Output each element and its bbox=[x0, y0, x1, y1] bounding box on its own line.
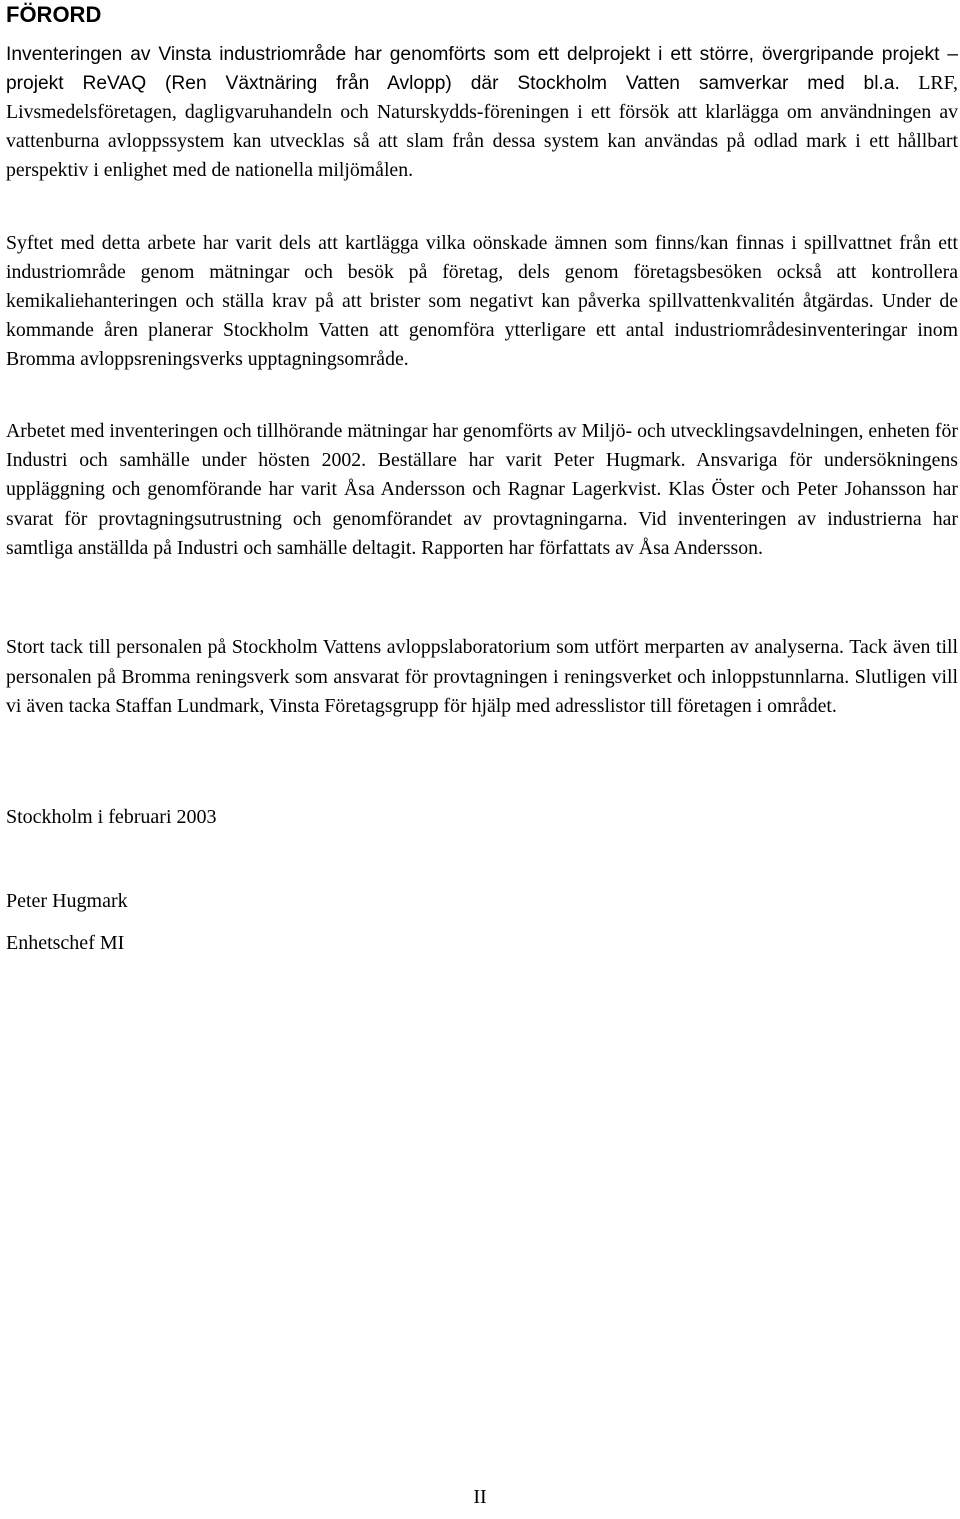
paragraph-purpose: Syftet med detta arbete har varit dels att kartlägga vilka oönskade ämnen som finns/kan finnas i spillvattnet från ett industriområde genom mätningar och besök på företag, dels genom företagsbesöken också att kontrollera kemikaliehanteringen och ställa krav på att brister som negativt kan påverka spillvattenkvalitén åtgärdas. Under de kommande åren planerar Stockholm Vatten att genomföra ytterligare ett antal industriområdesinventeringar inom Bromma avloppsreningsverks upptagningsområde. bbox=[6, 232, 958, 370]
paragraph-intro-sans-part: Inventeringen av Vinsta industriområde har genomförts som ett delprojekt i ett större, övergripande projekt – projekt ReVAQ (Ren Växtnäring från Avlopp) där Stockholm Vatten samverkar med bl.a. bbox=[6, 44, 958, 94]
page-title: FÖRORD bbox=[6, 2, 102, 27]
signer-name: Peter Hugmark bbox=[6, 890, 128, 912]
paragraph-intro-serif-part: LRF, Livsmedelsföretagen, dagligvaruhandeln och Naturskydds-föreningen i ett försök att klarlägga om användningen av vattenburna avloppssystem kan utvecklas så att slam från dessa system kan användas på odlad mark i ett hållbart perspektiv i enlighet med de nationella miljömålen. bbox=[6, 72, 958, 181]
closing-place-date: Stockholm i februari 2003 bbox=[6, 806, 217, 828]
page-number: II bbox=[473, 1486, 487, 1508]
paragraph-thanks: Stort tack till personalen på Stockholm Vattens avloppslaboratorium som utfört merparten av analyserna. Tack även till personalen på Bromma reningsverk som ansvarat för provtagningen i reningsverket och inloppstunnlarna. Slutligen vill vi även tacka Staffan Lundmark, Vinsta Företagsgrupp för hjälp med adresslistor till företagen i området. bbox=[6, 636, 958, 717]
signer-title: Enhetschef MI bbox=[6, 932, 125, 954]
paragraph-intro bbox=[6, 40, 958, 185]
paragraph-credits: Arbetet med inventeringen och tillhörande mätningar har genomförts av Miljö- och utvecklingsavdelningen, enheten för Industri och samhälle under hösten 2002. Beställare har varit Peter Hugmark. Ansvariga för undersökningens uppläggning och genomförande har varit Åsa Andersson och Ragnar Lagerkvist. Klas Öster och Peter Johansson har svarat för provtagningsutrustning och genomförandet av provtagningarna. Vid inventeringen av industrierna har samtliga anställda på Industri och samhälle deltagit. Rapporten har författats av Åsa Andersson. bbox=[6, 420, 958, 559]
